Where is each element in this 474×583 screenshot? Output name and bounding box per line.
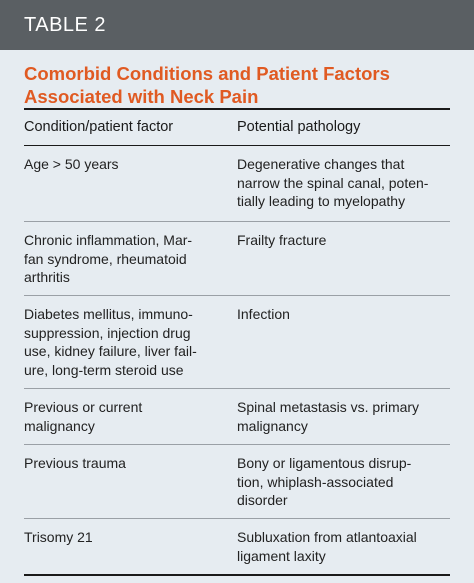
condition-line: arthritis: [24, 269, 70, 285]
pathology-line: malignancy: [237, 417, 308, 434]
pathology-line: ligament laxity: [237, 547, 326, 564]
pathology-line: Bony or ligamentous disrup-: [237, 455, 412, 471]
pathology-line: Subluxation from atlantoaxial: [237, 529, 417, 545]
pathology-line: tially leading to myelopathy: [237, 193, 406, 209]
condition-line: Trisomy 21: [24, 529, 93, 545]
condition-line: use, kidney failure, liver fail-: [24, 343, 197, 359]
pathology-cell: [237, 231, 450, 295]
table-label: TABLE 2: [0, 0, 474, 50]
condition-line: Previous trauma: [24, 455, 126, 471]
table-title-line-2: Associated with Neck Pain: [24, 86, 259, 107]
condition-cell: [24, 454, 237, 518]
column-header-pathology: Potential pathology: [237, 119, 361, 135]
condition-cell: [24, 231, 237, 295]
pathology-cell: [237, 305, 450, 388]
condition-line: Previous or current: [24, 399, 143, 415]
table-row: [0, 222, 474, 295]
condition-cell: [24, 155, 237, 221]
table-title: [0, 50, 474, 108]
condition-line: Diabetes mellitus, immuno-: [24, 306, 193, 322]
pathology-line: narrow the spinal canal, poten-: [237, 174, 429, 191]
pathology-line: Degenerative changes that: [237, 156, 405, 172]
condition-line: Age > 50 years: [24, 156, 119, 172]
condition-cell: [24, 528, 237, 574]
pathology-line: Infection: [237, 306, 290, 322]
pathology-cell: [237, 398, 450, 444]
pathology-line: disorder: [237, 492, 288, 508]
condition-line: fan syndrome, rheumatoid: [24, 250, 187, 267]
pathology-line: Frailty fracture: [237, 232, 327, 248]
condition-cell: [24, 398, 237, 444]
table-bottom-rule: [24, 574, 450, 576]
column-header-row: [0, 110, 474, 145]
column-header-condition: Condition/patient factor: [24, 119, 174, 135]
condition-line: ure, long-term steroid use: [24, 361, 184, 378]
pathology-cell: [237, 528, 450, 574]
pathology-line: tion, whiplash-associated: [237, 473, 394, 490]
table-row: [0, 146, 474, 221]
condition-line: malignancy: [24, 417, 95, 434]
condition-cell: [24, 305, 237, 388]
table-row: [0, 519, 474, 574]
table-row: [0, 445, 474, 518]
table-row: [0, 296, 474, 388]
condition-line: Chronic inflammation, Mar-: [24, 232, 193, 248]
table-row: [0, 389, 474, 444]
pathology-line: Spinal metastasis vs. primary: [237, 399, 420, 415]
table-title-line-1: Comorbid Conditions and Patient Factors: [24, 63, 390, 84]
pathology-cell: [237, 155, 450, 221]
condition-line: suppression, injection drug: [24, 324, 191, 341]
pathology-cell: [237, 454, 450, 518]
